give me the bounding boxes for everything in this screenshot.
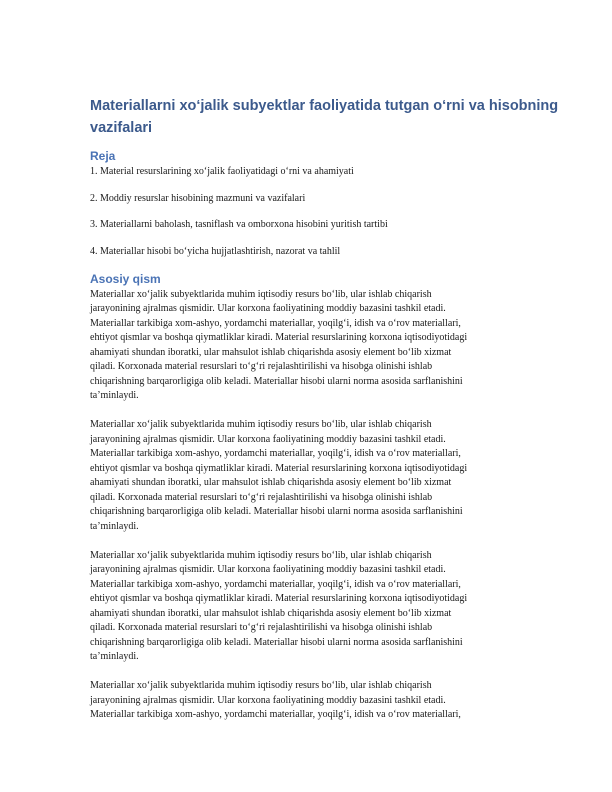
paragraph-line: jarayonining ajralmas qismidir. Ular korxona faoliyatining moddiy bazasini tashkil etadi. [90, 564, 446, 575]
main-section [90, 272, 522, 723]
plan-item: 2. Moddiy resurslar hisobining mazmuni va vazifalari [90, 192, 306, 204]
paragraph-line: ehtiyot qismlar va boshqa qiymatliklar kiradi. Material resurslarining korxona iqtisodiyotidagi [90, 593, 468, 604]
paragraph-line: Materiallar xo‘jalik subyektlarida muhim iqtisodiy resurs bo‘lib, ular ishlab chiqarish [90, 680, 432, 691]
paragraph-line: qiladi. Korxonada material resurslari to‘g‘ri rejalashtirilishi va hisobga olinishi ishlab [90, 622, 433, 633]
paragraph-line: Materiallar tarkibiga xom-ashyo, yordamchi materiallar, yoqilg‘i, idish va o‘rov materiallari, [90, 317, 461, 329]
body-paragraph [90, 288, 522, 404]
paragraph-line: ehtiyot qismlar va boshqa qiymatliklar kiradi. Material resurslarining korxona iqtisodiyotidagi [90, 332, 468, 343]
document-page [90, 95, 559, 737]
paragraph-line: Materiallar xo‘jalik subyektlarida muhim iqtisodiy resurs bo‘lib, ular ishlab chiqarish [90, 419, 432, 430]
paragraph-line: Materiallar tarkibiga xom-ashyo, yordamchi materiallar, yoqilg‘i, idish va o‘rov materiallari, [90, 578, 461, 590]
body-paragraph [90, 549, 522, 665]
paragraph-line: chiqarishning barqarorligiga olib keladi. Materiallar hisobi ularni norma asosida sarflanishini [90, 375, 463, 387]
paragraph-line: ahamiyati shundan iboratki, ular mahsulot ishlab chiqarishda asosiy element bo‘lib xizmat [90, 607, 452, 619]
plan-item: 3. Materiallarni baholash, tasniflash va omborxona hisobini yuritish tartibi [90, 219, 388, 230]
plan-section [90, 149, 522, 258]
paragraph-line: ta’minlaydi. [90, 390, 139, 401]
paragraph-line: ahamiyati shundan iboratki, ular mahsulot ishlab chiqarishda asosiy element bo‘lib xizmat [90, 477, 452, 488]
title-line: vazifalari [90, 120, 153, 136]
body-paragraph [90, 418, 522, 534]
main-heading: Asosiy qism [90, 271, 161, 286]
plan-item: 1. Material resurslarining xo‘jalik faoliyatidagi o‘rni va ahamiyati [90, 166, 354, 177]
paragraph-line: ahamiyati shundan iboratki, ular mahsulot ishlab chiqarishda asosiy element bo‘lib xizmat [90, 346, 452, 358]
paragraph-line: ta’minlaydi. [90, 520, 139, 532]
paragraph-line: qiladi. Korxonada material resurslari to‘g‘ri rejalashtirilishi va hisobga olinishi ishlab [90, 491, 433, 503]
plan-heading: Reja [90, 149, 116, 163]
paragraph-line: ehtiyot qismlar va boshqa qiymatliklar kiradi. Material resurslarining korxona iqtisodiyotidagi [90, 462, 468, 474]
paragraph-line: qiladi. Korxonada material resurslari to‘g‘ri rejalashtirilishi va hisobga olinishi ishlab [90, 361, 433, 372]
paragraph-line: jarayonining ajralmas qismidir. Ular korxona faoliyatining moddiy bazasini tashkil etadi. [90, 433, 446, 445]
title-line: Materiallarni xo‘jalik subyektlar faoliyatida tutgan o‘rni va hisobning [90, 98, 559, 114]
paragraph-line: Materiallar tarkibiga xom-ashyo, yordamchi materiallar, yoqilg‘i, idish va o‘rov materiallari, [90, 709, 461, 720]
paragraph-line: Materiallar xo‘jalik subyektlarida muhim iqtisodiy resurs bo‘lib, ular ishlab chiqarish [90, 288, 432, 300]
body-paragraph [90, 679, 522, 723]
paragraph-line: jarayonining ajralmas qismidir. Ular korxona faoliyatining moddiy bazasini tashkil etadi. [90, 694, 446, 706]
document-title [90, 95, 559, 139]
plan-item: 4. Materiallar hisobi bo‘yicha hujjatlashtirish, nazorat va tahlil [90, 245, 341, 257]
paragraph-line: chiqarishning barqarorligiga olib keladi. Materiallar hisobi ularni norma asosida sarflanishini [90, 636, 463, 648]
paragraph-line: Materiallar tarkibiga xom-ashyo, yordamchi materiallar, yoqilg‘i, idish va o‘rov materiallari, [90, 448, 461, 459]
paragraph-line: Materiallar xo‘jalik subyektlarida muhim iqtisodiy resurs bo‘lib, ular ishlab chiqarish [90, 549, 432, 561]
paragraph-line: jarayonining ajralmas qismidir. Ular korxona faoliyatining moddiy bazasini tashkil etadi. [90, 303, 446, 314]
paragraph-line: chiqarishning barqarorligiga olib keladi. Materiallar hisobi ularni norma asosida sarflanishini [90, 506, 463, 517]
paragraph-line: ta’minlaydi. [90, 651, 139, 662]
